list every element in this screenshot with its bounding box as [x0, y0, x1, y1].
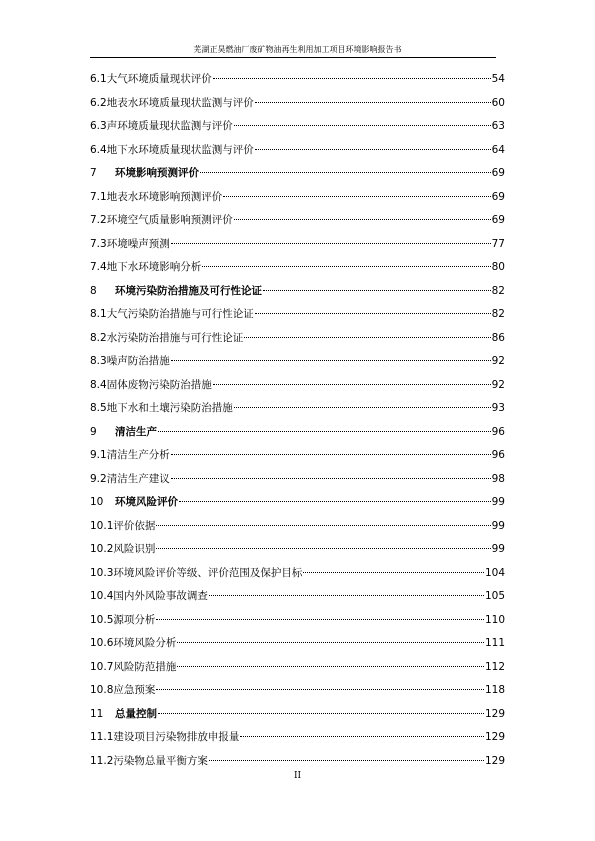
- toc-dot-leader: [244, 337, 490, 338]
- toc-dot-leader: [263, 290, 491, 291]
- toc-entry-page: 99: [491, 543, 505, 555]
- toc-entry-page: 96: [491, 425, 505, 438]
- toc-entry-title: 清洁生产建议: [106, 472, 170, 485]
- toc-dot-leader: [213, 384, 491, 385]
- toc-entry-page: 63: [491, 120, 505, 132]
- toc-section-entry[interactable]: [90, 330, 505, 354]
- toc-section-entry[interactable]: [90, 95, 505, 119]
- toc-entry-number: 8.2: [90, 331, 107, 344]
- toc-dot-leader: [156, 525, 490, 526]
- toc-entry-number: 10.2: [90, 543, 114, 555]
- toc-entry-title: 清洁生产: [115, 425, 157, 438]
- toc-section-entry[interactable]: [90, 259, 505, 283]
- toc-entry-page: 69: [491, 190, 505, 203]
- toc-entry-number: 11.2: [90, 754, 114, 767]
- toc-entry-page: 110: [484, 613, 505, 626]
- toc-dot-leader: [255, 149, 491, 150]
- toc-entry-number: 6.1: [90, 73, 107, 85]
- page-number: II: [293, 771, 302, 781]
- toc-entry-page: 118: [484, 684, 505, 696]
- toc-section-entry[interactable]: [90, 189, 505, 213]
- toc-entry-number: 10.8: [90, 684, 114, 696]
- toc-entry-number: 7.4: [90, 261, 107, 273]
- toc-entry-number: 10.1: [90, 519, 114, 532]
- toc-dot-leader: [158, 713, 484, 714]
- toc-entry-title: 清洁生产分析: [106, 449, 170, 461]
- toc-entry-title: 地下水环境质量现状监测与评价: [106, 143, 254, 156]
- toc-section-entry[interactable]: [90, 541, 505, 565]
- toc-entry-number: 8.5: [90, 402, 107, 414]
- toc-chapter-entry[interactable]: [90, 706, 505, 730]
- toc-entry-page: 129: [484, 707, 505, 720]
- toc-entry-title: 声环境质量现状监测与评价: [106, 120, 233, 132]
- toc-dot-leader: [171, 360, 491, 361]
- toc-entry-page: 96: [491, 449, 505, 461]
- toc-entry-number: 9.2: [90, 472, 107, 485]
- toc-entry-page: 82: [491, 308, 505, 320]
- toc-dot-leader: [156, 619, 484, 620]
- toc-chapter-entry[interactable]: [90, 283, 505, 307]
- toc-entry-number: 10.3: [90, 566, 114, 579]
- toc-entry-number: 6.3: [90, 120, 107, 132]
- toc-dot-leader: [209, 760, 484, 761]
- toc-entry-number: 9.1: [90, 449, 107, 461]
- toc-entry-title: 环境风险分析: [113, 637, 177, 649]
- toc-dot-leader: [213, 78, 491, 79]
- toc-section-entry[interactable]: [90, 118, 505, 142]
- toc-entry-page: 86: [491, 331, 505, 344]
- toc-dot-leader: [177, 666, 484, 667]
- toc-dot-leader: [303, 572, 484, 573]
- toc-entry-number: 10: [90, 496, 104, 508]
- toc-dot-leader: [234, 407, 491, 408]
- toc-entry-page: 129: [484, 754, 505, 767]
- toc-section-entry[interactable]: [90, 212, 505, 236]
- toc-entry-title: 风险防范措施: [113, 660, 177, 673]
- toc-dot-leader: [234, 219, 491, 220]
- toc-entry-number: 6.4: [90, 143, 107, 156]
- toc-section-entry[interactable]: [90, 659, 505, 683]
- toc-section-entry[interactable]: [90, 588, 505, 612]
- toc-entry-title: 水污染防治措施与可行性论证: [106, 331, 244, 344]
- toc-dot-leader: [179, 501, 491, 502]
- toc-entry-title: 国内外风险事故调查: [113, 590, 208, 602]
- toc-entry-page: 99: [491, 519, 505, 532]
- toc-section-entry[interactable]: [90, 682, 505, 706]
- toc-dot-leader: [200, 172, 491, 173]
- toc-section-entry[interactable]: [90, 377, 505, 401]
- toc-entry-number: 10.7: [90, 660, 114, 673]
- toc-entry-page: 98: [491, 472, 505, 485]
- toc-entry-number: 10.6: [90, 637, 114, 649]
- toc-dot-leader: [255, 102, 491, 103]
- toc-entry-page: 69: [491, 214, 505, 226]
- toc-entry-number: 7.1: [90, 190, 107, 203]
- header-divider: [90, 57, 496, 58]
- toc-section-entry[interactable]: [90, 236, 505, 260]
- toc-entry-page: 54: [491, 73, 505, 85]
- toc-section-entry[interactable]: [90, 518, 505, 542]
- toc-entry-number: 8.3: [90, 355, 107, 367]
- toc-dot-leader: [171, 478, 491, 479]
- toc-section-entry[interactable]: [90, 400, 505, 424]
- toc-entry-title: 地表水环境质量现状监测与评价: [106, 96, 254, 109]
- toc-entry-page: 80: [491, 261, 505, 273]
- toc-dot-leader: [177, 642, 484, 643]
- toc-dot-leader: [209, 595, 484, 596]
- toc-section-entry[interactable]: [90, 71, 505, 95]
- toc-section-entry[interactable]: [90, 612, 505, 636]
- toc-entry-title: 源项分析: [113, 613, 156, 626]
- toc-entry-title: 固体废物污染防治措施: [106, 378, 212, 391]
- toc-dot-leader: [156, 548, 490, 549]
- toc-entry-title: 地表水环境影响预测评价: [106, 190, 223, 203]
- toc-entry-title: 风险识别: [113, 543, 156, 555]
- toc-entry-title: 环境噪声预测: [106, 237, 170, 250]
- toc-section-entry[interactable]: [90, 565, 505, 589]
- toc-dot-leader: [156, 689, 484, 690]
- table-of-contents: [90, 71, 505, 776]
- toc-entry-title: 环境风险评价: [115, 496, 178, 508]
- toc-entry-page: 92: [491, 355, 505, 367]
- toc-entry-title: 大气污染防治措施与可行性论证: [106, 308, 254, 320]
- toc-entry-page: 64: [491, 143, 505, 156]
- toc-dot-leader: [223, 196, 490, 197]
- toc-entry-title: 环境影响预测评价: [115, 167, 199, 179]
- toc-entry-page: 92: [491, 378, 505, 391]
- toc-entry-title: 评价依据: [113, 519, 156, 532]
- toc-chapter-entry[interactable]: [90, 165, 505, 189]
- running-header-title: 芜湖正昊燃油厂废矿物油再生利用加工项目环境影响报告书: [193, 45, 402, 54]
- toc-entry-number: 9: [90, 425, 97, 438]
- toc-dot-leader: [255, 313, 491, 314]
- toc-entry-page: 77: [491, 237, 505, 250]
- toc-entry-title: 大气环境质量现状评价: [106, 73, 212, 85]
- toc-entry-page: 60: [491, 96, 505, 109]
- toc-entry-number: 7.3: [90, 237, 107, 250]
- toc-section-entry[interactable]: [90, 635, 505, 659]
- toc-entry-page: 104: [484, 566, 505, 579]
- toc-section-entry[interactable]: [90, 353, 505, 377]
- toc-entry-title: 建设项目污染物排放申报量: [113, 731, 240, 743]
- toc-entry-number: 11.1: [90, 731, 114, 743]
- toc-entry-page: 69: [491, 167, 505, 179]
- toc-entry-page: 105: [484, 590, 505, 602]
- toc-entry-number: 7.2: [90, 214, 107, 226]
- toc-section-entry[interactable]: [90, 142, 505, 166]
- toc-entry-page: 93: [491, 402, 505, 414]
- toc-entry-number: 6.2: [90, 96, 107, 109]
- toc-dot-leader: [234, 125, 491, 126]
- toc-chapter-entry[interactable]: [90, 494, 505, 518]
- toc-entry-title: 环境污染防治措施及可行性论证: [115, 284, 262, 297]
- toc-chapter-entry[interactable]: [90, 424, 505, 448]
- toc-section-entry[interactable]: [90, 471, 505, 495]
- toc-dot-leader: [202, 266, 490, 267]
- toc-section-entry[interactable]: [90, 447, 505, 471]
- toc-dot-leader: [171, 243, 491, 244]
- toc-entry-number: 10.4: [90, 590, 114, 602]
- toc-entry-page: 129: [484, 731, 505, 743]
- toc-entry-title: 总量控制: [115, 707, 157, 720]
- toc-entry-page: 112: [484, 660, 505, 673]
- toc-entry-title: 环境风险评价等级、评价范围及保护目标: [113, 566, 303, 579]
- toc-entry-title: 地下水和土壤污染防治措施: [106, 402, 233, 414]
- toc-entry-title: 应急预案: [113, 684, 156, 696]
- toc-entry-number: 7: [90, 167, 97, 179]
- toc-entry-title: 噪声防治措施: [106, 355, 170, 367]
- toc-entry-title: 环境空气质量影响预测评价: [106, 214, 233, 226]
- toc-dot-leader: [158, 431, 491, 432]
- toc-entry-number: 8.4: [90, 378, 107, 391]
- toc-entry-page: 82: [491, 284, 505, 297]
- toc-entry-page: 111: [484, 637, 505, 649]
- toc-entry-number: 11: [90, 707, 104, 720]
- toc-dot-leader: [240, 736, 484, 737]
- toc-section-entry[interactable]: [90, 729, 505, 753]
- toc-dot-leader: [171, 454, 491, 455]
- toc-entry-title: 地下水环境影响分析: [106, 261, 202, 273]
- toc-entry-number: 8.1: [90, 308, 107, 320]
- toc-entry-title: 污染物总量平衡方案: [113, 754, 208, 767]
- toc-entry-number: 10.5: [90, 613, 114, 626]
- toc-entry-number: 8: [90, 284, 97, 297]
- toc-entry-page: 99: [491, 496, 505, 508]
- toc-section-entry[interactable]: [90, 306, 505, 330]
